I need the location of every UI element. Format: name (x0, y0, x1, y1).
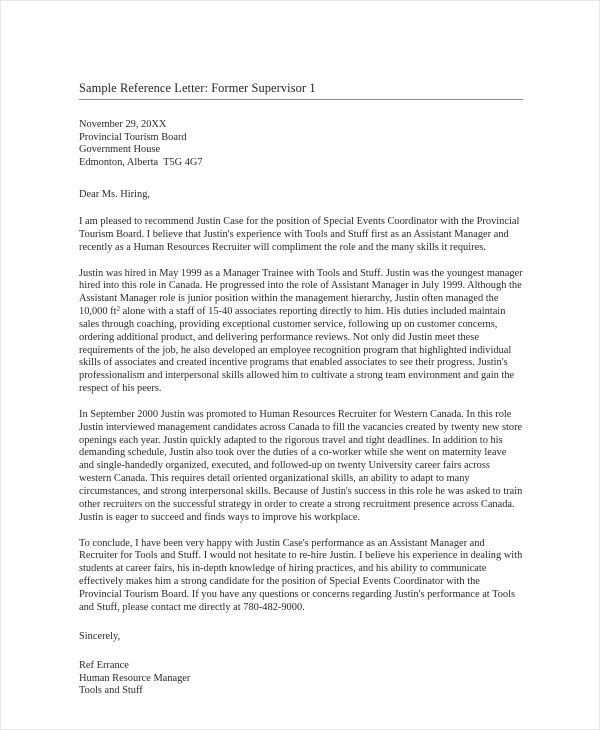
letter-date: November 29, 20XX (79, 119, 167, 130)
title-divider (79, 99, 523, 100)
square-feet-superscript: 2 (116, 305, 121, 314)
paragraph-experience (79, 268, 523, 396)
experience-text-after: alone with a staff of 15-40 associates reporting directly to him. His duties included maintain sales through coaching, providing exceptional customer service, following up on customer concerns, ordering additional product, and delivering performance reviews. Not only did Justin meet these requirements of the job, he also developed an employee recognition program that highlighted individual skills of associates and created incentive programs that enabled associates to see their progress. Justin's professionalism and interpersonal skills allowed him to cultivate a strong team environment and gain the respect of his peers. (79, 306, 515, 395)
signer-company: Tools and Stuff (79, 685, 143, 697)
address-organization: Provincial Tourism Board (79, 131, 187, 143)
paragraph-conclusion: To conclude, I have been very happy with Justin Case's performance as an Assistant Manager and Recruiter for Tools and Stuff. I would not hesitate to re-hire Justin. I believe his experience in dealing with students at career fairs, his in-depth knowledge of hiring practices, and his ability to communicate effectively makes him a strong candidate for the position of Special Events Coordinator with the Provincial Tourism Board. If you have any questions or concerns regarding Justin's performance at Tools and Stuff, please contact me directly at 780-482-9000. (79, 537, 523, 613)
closing-salutation: Sincerely, (79, 630, 121, 642)
signer-name: Ref Errance (79, 660, 129, 672)
salutation: Dear Ms. Hiring, (79, 189, 150, 201)
signer-title: Human Resource Manager (79, 672, 191, 684)
experience-text-before: Justin was hired in May 1999 as a Manager Trainee with Tools and Stuff. Justin was the youngest manager hired into this role in Canada. He progressed into the role of Assistant Manager in July 1999. Although the Assistant Manager role is junior position within the management hierarchy, Justin often managed the 10,000 ft (79, 267, 523, 318)
address-city-postal: Edmonton, Alberta T5G 4G7 (79, 156, 203, 168)
page-title: Sample Reference Letter: Former Supervisor 1 (79, 81, 316, 95)
recipient-address-block (79, 119, 523, 169)
paragraph-introduction: I am pleased to recommend Justin Case for the position of Special Events Coordinator with the Provincial Tourism Board. I believe that Justin's experience with Tools and Stuff first as an Assistant Manager and recently as a Human Resources Recruiter will compliment the role and the many skills it requires. (79, 215, 520, 253)
signature-block (79, 660, 523, 698)
paragraph-promotion: In September 2000 Justin was promoted to Human Resources Recruiter for Western Canada. In this role Justin interviewed management candidates across Canada to fill the vacancies created by twenty new store openings each year. Justin quickly adapted to the rigorous travel and tight deadlines. In addition to his demanding schedule, Justin also took over the duties of a co-worker while she went on maternity leave and single-handedly organized, executed, and followed-up on twenty University career fairs across western Canada. This requires detail oriented organizational skills, an ability to adapt to many circumstances, and strong interpersonal skills. Because of Justin's success in this role he was asked to train other recruiters on the successful strategy in order to create a strong recruitment presence across Canada. Justin is eager to succeed and finds ways to improve his workplace. (79, 408, 523, 523)
letter-body (79, 81, 523, 698)
address-street: Government House (79, 144, 161, 156)
